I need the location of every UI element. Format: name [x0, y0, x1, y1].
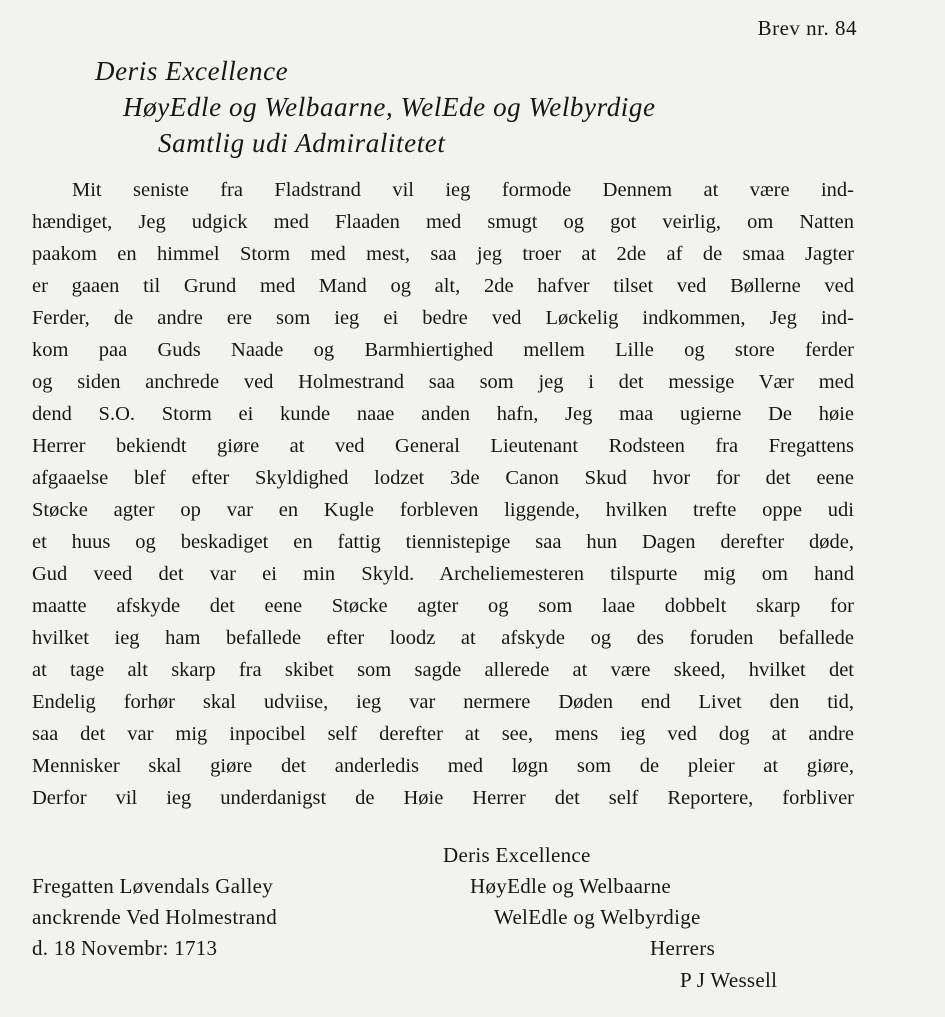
body-line: Mennisker skal giøre det anderledis med løgn som de pleier at giøre,	[32, 755, 854, 777]
place-line-2: anckrende Ved Holmestrand	[32, 905, 278, 929]
closing-line-3: WelEdle og Welbyrdige	[494, 905, 701, 929]
body-line: Støcke agter op var en Kugle forbleven liggende, hvilken trefte oppe udi	[32, 499, 854, 521]
closing-line-1: Deris Excellence	[443, 843, 591, 867]
date-line: d. 18 Novembr: 1713	[32, 936, 218, 960]
closing-line-4: Herrers	[650, 936, 716, 960]
salutation-line-3: Samtlig udi Admiralitetet	[158, 128, 446, 158]
body-line: hvilket ieg ham befallede efter loodz at afskyde og des foruden befallede	[32, 627, 854, 649]
body-line: maatte afskyde det eene Støcke agter og som laae dobbelt skarp for	[32, 595, 854, 617]
body-line: Mit seniste fra Fladstrand vil ieg formode Dennem at være ind-	[72, 179, 854, 201]
body-line: Herrer bekiendt giøre at ved General Lieutenant Rodsteen fra Fregattens	[32, 435, 854, 457]
body-line: er gaaen til Grund med Mand og alt, 2de hafver tilset ved Bøllerne ved	[32, 275, 854, 297]
salutation-line-1: Deris Excellence	[95, 56, 289, 86]
letter-number: Brev nr. 84	[757, 16, 857, 40]
body-line: Gud veed det var ei min Skyld. Archeliemesteren tilspurte mig om hand	[32, 563, 854, 585]
body-line: Ferder, de andre ere som ieg ei bedre ved Løckelig indkommen, Jeg ind-	[32, 307, 854, 329]
body-line: Endelig forhør skal udviise, ieg var nermere Døden end Livet den tid,	[32, 691, 854, 713]
place-line-1: Fregatten Løvendals Galley	[32, 874, 274, 898]
body-line: og siden anchrede ved Holmestrand saa som jeg i det messige Vær med	[32, 371, 854, 393]
letter-body	[32, 174, 854, 814]
body-line: dend S.O. Storm ei kunde naae anden hafn, Jeg maa ugierne De høie	[32, 403, 854, 425]
body-line: saa det var mig inpocibel self derefter at see, mens ieg ved dog at andre	[32, 723, 854, 745]
body-line: afgaaelse blef efter Skyldighed lodzet 3de Canon Skud hvor for det eene	[32, 467, 854, 489]
body-line: hændiget, Jeg udgick med Flaaden med smugt og got veirlig, om Natten	[32, 211, 854, 233]
body-line: et huus og beskadiget en fattig tiennistepige saa hun Dagen derefter døde,	[32, 531, 854, 553]
body-line: kom paa Guds Naade og Barmhiertighed mellem Lille og store ferder	[32, 339, 854, 361]
closing-line-2: HøyEdle og Welbaarne	[470, 874, 672, 898]
salutation-line-2: HøyEdle og Welbaarne, WelEde og Welbyrdige	[123, 92, 656, 122]
signature-name: P J Wessell	[680, 968, 778, 992]
body-line: Derfor vil ieg underdanigst de Høie Herrer det self Reportere, forbliver	[32, 787, 854, 809]
body-line: paakom en himmel Storm med mest, saa jeg troer at 2de af de smaa Jagter	[32, 243, 854, 265]
body-line: at tage alt skarp fra skibet som sagde allerede at være skeed, hvilket det	[32, 659, 854, 681]
